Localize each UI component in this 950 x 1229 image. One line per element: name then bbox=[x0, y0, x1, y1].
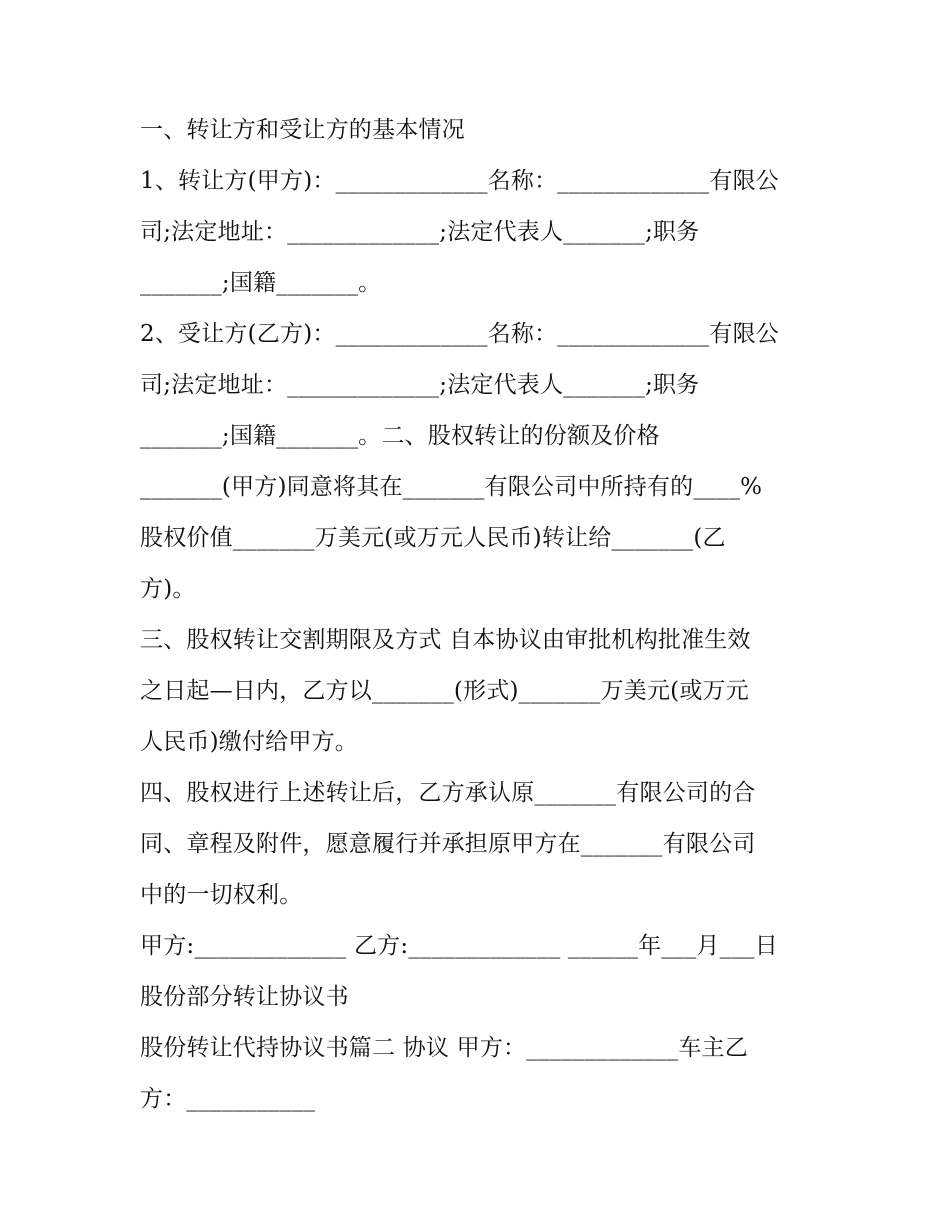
paragraph-line: 同、章程及附件，愿意履行并承担原甲方在_______有限公司 bbox=[140, 831, 756, 857]
paragraph-line: 1、转让方(甲方)：_____________名称：_____________有限公 bbox=[140, 168, 779, 194]
paragraph-line: 股权价值_______万美元(或万元人民币)转让给_______(乙 bbox=[140, 525, 726, 551]
paragraph-line: 方)。 bbox=[140, 576, 196, 602]
paragraph-line: 司;法定地址：_____________;法定代表人_______;职务 bbox=[140, 372, 700, 398]
paragraph-line: 中的一切权利。 bbox=[140, 882, 303, 908]
paragraph-line: 四、股权进行上述转让后，乙方承认原_______有限公司的合 bbox=[140, 780, 756, 806]
paragraph-line: 司;法定地址：_____________;法定代表人_______;职务 bbox=[140, 219, 700, 245]
signature-line: 甲方:_____________ 乙方:_____________ ______年___月___日 bbox=[140, 933, 778, 959]
paragraph-line: _______;国籍_______。 bbox=[140, 270, 382, 296]
document-title-line: 股份部分转让协议书 bbox=[140, 984, 349, 1010]
paragraph-line: 股份转让代持协议书篇二 协议 甲方：_____________车主乙 bbox=[140, 1035, 748, 1061]
section-heading-parties: 一、转让方和受让方的基本情况 bbox=[140, 117, 465, 143]
paragraph-line: 之日起—日内，乙方以_______(形式)_______万美元(或万元 bbox=[140, 678, 749, 704]
paragraph-line: 三、股权转让交割期限及方式 自本协议由审批机构批准生效 bbox=[140, 627, 751, 653]
paragraph-line: _______;国籍_______。二、股权转让的份额及价格 bbox=[140, 423, 660, 449]
paragraph-line: 方：___________ bbox=[140, 1086, 316, 1112]
document-body bbox=[140, 105, 812, 1125]
paragraph-line: _______(甲方)同意将其在_______有限公司中所持有的____% bbox=[140, 474, 763, 500]
paragraph-line: 2、受让方(乙方)：_____________名称：_____________有限公 bbox=[140, 321, 779, 347]
paragraph-line: 人民币)缴付给甲方。 bbox=[140, 729, 358, 755]
